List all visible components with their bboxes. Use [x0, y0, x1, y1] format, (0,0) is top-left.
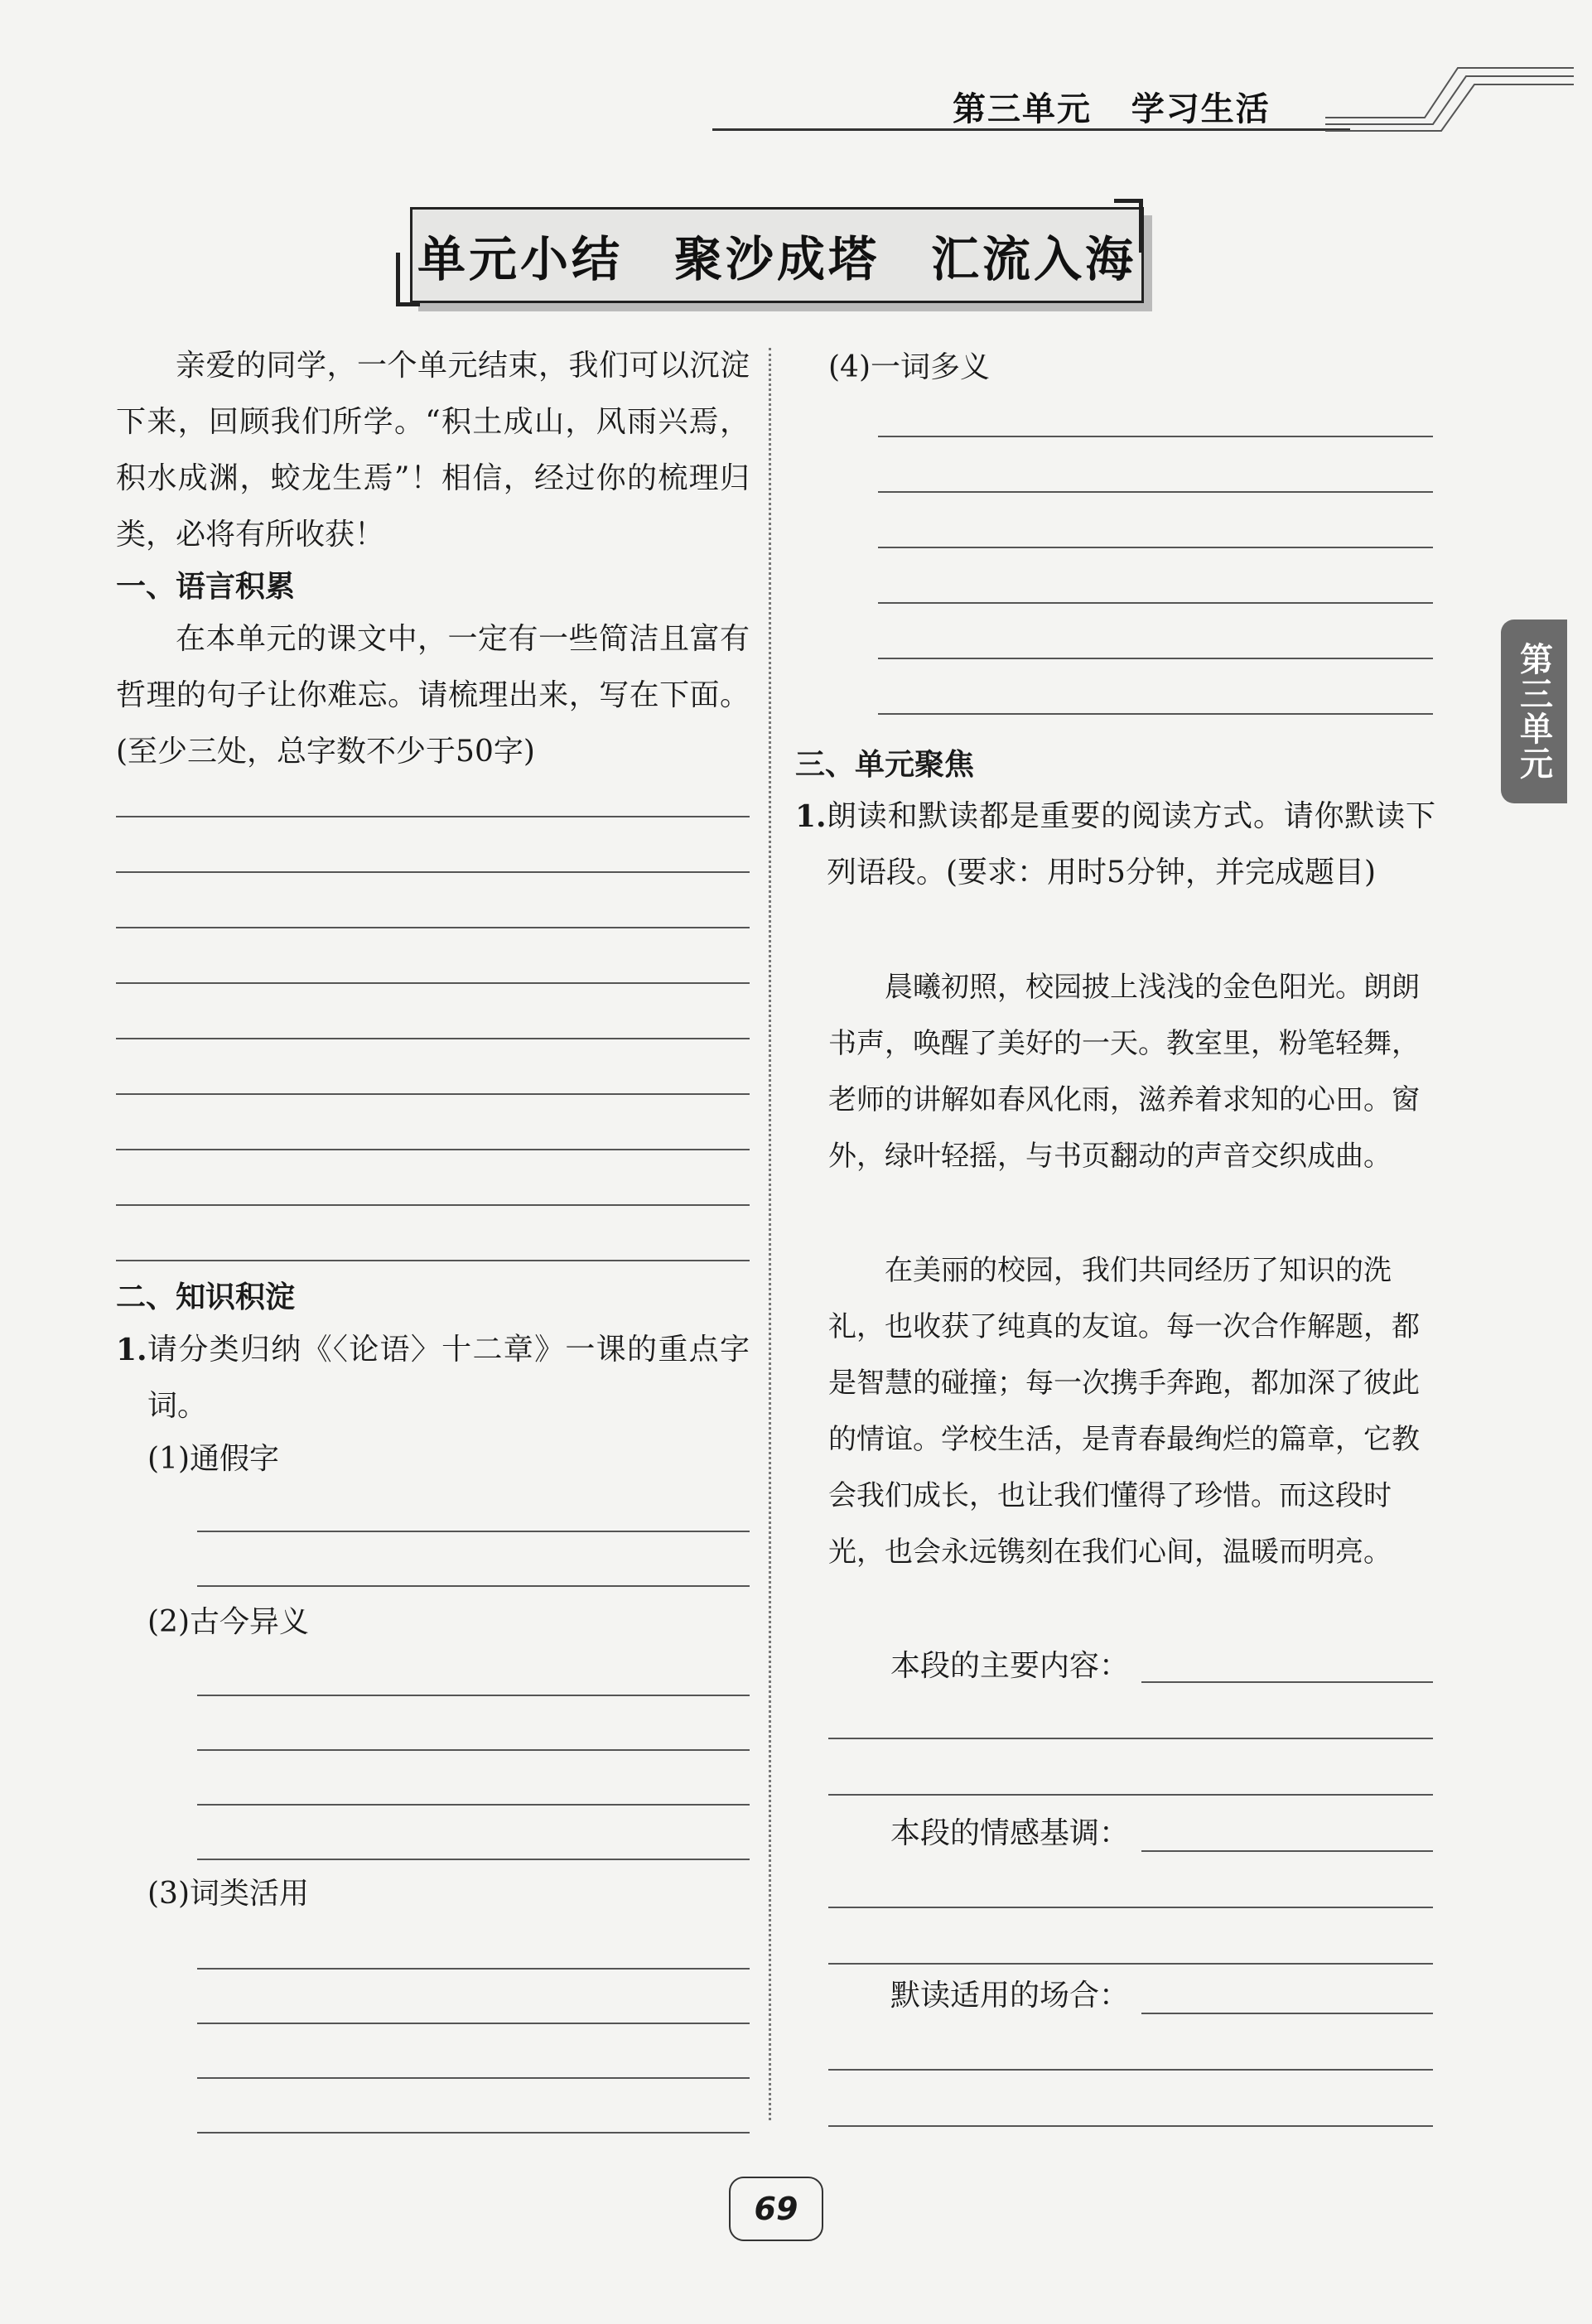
answer-line[interactable] [878, 436, 1433, 437]
title-corner-decoration [396, 253, 420, 306]
subquestion-tongjiazi: (1)通假字 [147, 1442, 279, 1476]
silent-reading-occasion-label: 默读适用的场合： [890, 1979, 1130, 2013]
answer-line[interactable] [828, 1738, 1433, 1739]
answer-line[interactable] [878, 713, 1433, 715]
header-section: 学习生活 [1131, 90, 1271, 128]
answer-line[interactable] [197, 1531, 750, 1532]
header-rule [712, 128, 1350, 131]
unit-summary-title: 单元小结 聚沙成塔 汇流入海 [410, 207, 1144, 303]
section-heading-unit-focus: 三、单元聚焦 [795, 748, 975, 782]
section-heading-knowledge: 二、知识积淀 [116, 1280, 296, 1314]
answer-line[interactable] [116, 982, 750, 984]
knowledge-question: 请分类归纳《〈论语〉十二章》一课的重点字词。 [147, 1333, 750, 1423]
title-corner-decoration [1114, 199, 1143, 253]
answer-line[interactable] [1141, 1681, 1433, 1683]
subquestion-gujinyiyi: (2)古今异义 [147, 1605, 309, 1639]
running-header [953, 83, 1271, 130]
main-content-label: 本段的主要内容： [890, 1649, 1130, 1683]
answer-line[interactable] [828, 1963, 1433, 1965]
subquestion-cileihuoyong: (3)词类活用 [147, 1877, 309, 1911]
answer-line[interactable] [116, 871, 750, 873]
section-heading-language: 一、语言积累 [116, 570, 296, 604]
answer-line[interactable] [197, 1968, 750, 1970]
intro-paragraph: 亲爱的同学，一个单元结束，我们可以沉淀下来，回顾我们所学。“积土成山，风雨兴焉，积水成渊，蛟龙生焉”！相信，经过你的梳理归类，必将有所收获！ [116, 349, 750, 552]
answer-line[interactable] [828, 2069, 1433, 2071]
answer-line[interactable] [197, 1804, 750, 1806]
answer-line[interactable] [116, 1260, 750, 1261]
reading-passage-p1: 晨曦初照，校园披上浅浅的金色阳光。朗朗书声，唤醒了美好的一天。教室里，粉笔轻舞，老师的讲解如春风化雨，滋养着求知的心田。窗外，绿叶轻摇，与书页翻动的声音交织成曲。 [828, 971, 1420, 1173]
answer-line[interactable] [116, 1149, 750, 1150]
answer-line[interactable] [116, 1038, 750, 1039]
answer-line[interactable] [197, 2077, 750, 2079]
answer-line[interactable] [828, 2125, 1433, 2127]
page-number: 69 [729, 2177, 823, 2241]
unit-side-tab: 第三单元 [1501, 620, 1567, 803]
answer-line[interactable] [197, 1695, 750, 1696]
answer-line[interactable] [878, 602, 1433, 604]
reading-instruction: 朗读和默读都是重要的阅读方式。请你默读下列语段。(要求：用时5分钟，并完成题目) [827, 799, 1435, 890]
answer-line[interactable] [116, 1204, 750, 1206]
answer-line[interactable] [1141, 2013, 1433, 2014]
header-unit: 第三单元 [953, 90, 1092, 128]
question-number: 1. [795, 799, 827, 834]
answer-line[interactable] [878, 658, 1433, 659]
answer-line[interactable] [197, 1859, 750, 1860]
header-decoration-lines [1325, 58, 1574, 133]
language-prompt: 在本单元的课文中，一定有一些简洁且富有哲理的句子让你难忘。请梳理出来，写在下面。(至少三处，总字数不少于50字) [116, 622, 750, 769]
answer-line[interactable] [116, 927, 750, 928]
answer-line[interactable] [197, 1749, 750, 1751]
answer-line[interactable] [828, 1907, 1433, 1908]
answer-line[interactable] [878, 547, 1433, 548]
answer-line[interactable] [1141, 1850, 1433, 1852]
answer-line[interactable] [116, 1093, 750, 1095]
column-divider [769, 348, 771, 2120]
answer-line[interactable] [878, 491, 1433, 493]
question-number: 1. [116, 1333, 147, 1367]
answer-line[interactable] [116, 816, 750, 817]
answer-line[interactable] [197, 2132, 750, 2134]
answer-line[interactable] [197, 1585, 750, 1587]
subquestion-yiciduoyi: (4)一词多义 [828, 350, 990, 384]
answer-line[interactable] [828, 1794, 1433, 1796]
reading-passage-p2: 在美丽的校园，我们共同经历了知识的洗礼，也收获了纯真的友谊。每一次合作解题，都是智慧的碰撞；每一次携手奔跑，都加深了彼此的情谊。学校生活，是青春最绚烂的篇章，它教会我们成长，也让我们懂得了珍惜。而这段时光，也会永远镌刻在我们心间，温暖而明亮。 [828, 1254, 1420, 1569]
answer-line[interactable] [197, 2023, 750, 2024]
emotional-tone-label: 本段的情感基调： [890, 1816, 1130, 1850]
